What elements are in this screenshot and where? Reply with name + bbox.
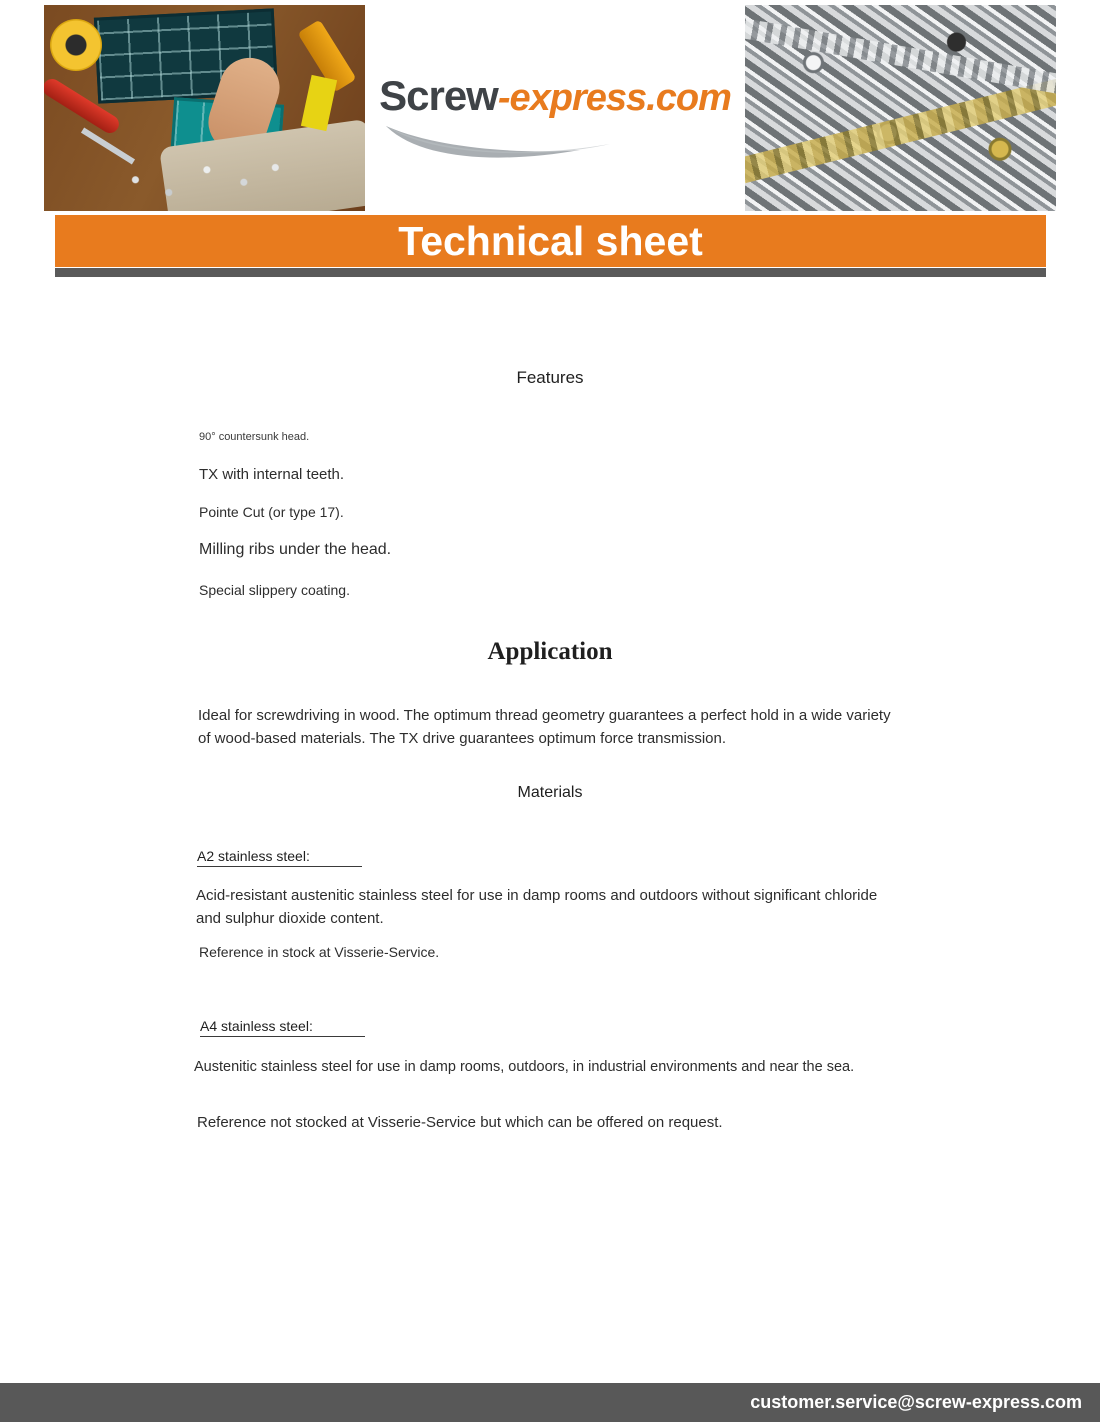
banner-title: Technical sheet	[398, 218, 703, 264]
logo	[370, 72, 740, 120]
application-paragraph: Ideal for screwdriving in wood. The optimum thread geometry guarantees a perfect hold in a wide variety of wood-based materials. The TX drive guarantees optimum force transmission.	[198, 707, 891, 747]
application-title: Application	[487, 638, 613, 665]
a2-steel-description: Acid-resistant austenitic stainless steel for use in damp rooms and outdoors without significant chloride and sulphur dioxide content.	[196, 887, 878, 927]
a2-steel-label: A2 stainless steel:	[197, 848, 362, 867]
screws-pile-photo	[745, 5, 1056, 211]
page-header	[0, 0, 1100, 212]
banner-underline	[55, 268, 1046, 277]
technical-sheet-banner	[55, 215, 1046, 267]
workbench-photo	[44, 5, 365, 211]
a4-steel-label: A4 stainless steel:	[200, 1018, 365, 1037]
a2-stock-note: Reference in stock at Visserie-Service.	[199, 944, 440, 960]
feature-item: Milling ribs under the head.	[199, 541, 392, 558]
footer-email: customer.service@screw-express.com	[750, 1392, 1082, 1412]
brass-screws-streak	[745, 74, 1056, 190]
logo-text-express: -express.com	[497, 77, 731, 119]
feature-item: TX with internal teeth.	[199, 466, 345, 483]
a4-stock-note: Reference not stocked at Visserie-Service but which can be offered on request.	[197, 1114, 723, 1131]
logo-text-screw: Screw	[379, 72, 498, 119]
feature-item: 90° countersunk head.	[199, 431, 310, 443]
steel-screws-streak	[745, 14, 1056, 98]
a4-steel-description: Austenitic stainless steel for use in damp rooms, outdoors, in industrial environments and near the sea.	[194, 1059, 855, 1075]
footer-bar	[0, 1383, 1100, 1422]
feature-item: Special slippery coating.	[199, 582, 350, 598]
materials-title: Materials	[517, 784, 583, 801]
tape-measure	[50, 19, 102, 71]
features-title: Features	[516, 368, 584, 387]
feature-item: Pointe Cut (or type 17).	[199, 504, 344, 520]
logo-swoosh	[380, 120, 710, 164]
